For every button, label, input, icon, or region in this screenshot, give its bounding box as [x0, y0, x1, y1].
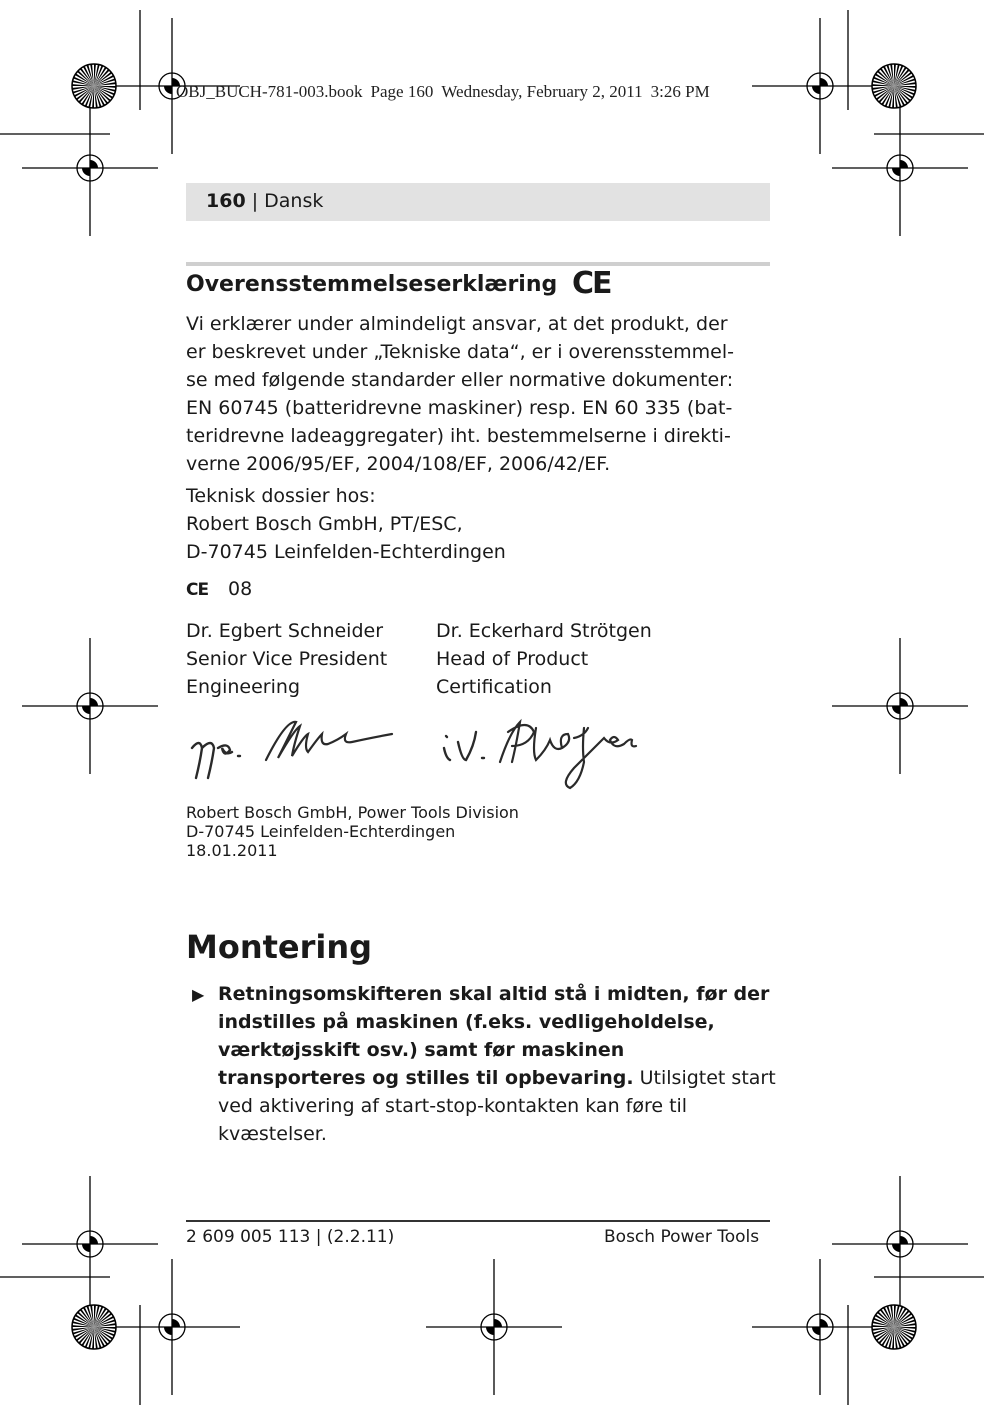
dossier-line: Teknisk dossier hos:: [186, 485, 376, 507]
crosshair-mark: [22, 638, 158, 774]
safety-note-bold: Retningsomskifteren skal altid stå i midten, før der indstilles på maskinen (f.eks. vedligeholdelse, værktøjsskift osv.) samt før maskinen transporteres og stilles til opbevaring.: [218, 983, 770, 1089]
slug-date: Wednesday, February 2, 2011: [441, 82, 643, 101]
signature-left: [186, 712, 426, 782]
section-title: Montering: [186, 928, 373, 966]
safety-note-rest: Utilsigtet start ved aktivering af start-stop-kontakten kan føre til kvæstelser.: [218, 1067, 776, 1145]
crosshair-mark: [832, 638, 968, 774]
crosshair-mark: [22, 1176, 158, 1312]
declaration-line: Vi erklærer under almindeligt ansvar, at det produkt, der: [186, 313, 728, 335]
registration-rosette: [72, 64, 116, 108]
registration-rosette: [872, 64, 916, 108]
slug-file: OBJ_BUCH-781-003.book: [176, 82, 363, 101]
declaration-title: Overensstemmelseserklæring: [186, 272, 558, 297]
footer-rule: [186, 1220, 770, 1222]
declaration-line: er beskrevet under „Tekniske data“, er i overensstemmel-: [186, 341, 734, 363]
signer-left: [186, 617, 387, 701]
issuer-line: Robert Bosch GmbH, Power Tools Division: [186, 803, 519, 822]
declaration-text: [186, 310, 776, 478]
signer-dept: Engineering: [186, 676, 300, 698]
registration-rosette: [872, 1305, 916, 1349]
declaration-line: se med følgende standarder eller normative dokumenter:: [186, 369, 734, 391]
issuer-block: [186, 803, 519, 860]
signer-name: Dr. Eckerhard Strötgen: [436, 620, 652, 642]
crosshair-mark: [104, 1259, 240, 1395]
footer-doc-number: 2 609 005 113 | (2.2.11): [186, 1227, 395, 1247]
slug-page: Page 160: [370, 82, 434, 101]
header-separator: |: [245, 190, 265, 212]
print-slug: [176, 82, 718, 102]
dossier-line: D-70745 Leinfelden-Echterdingen: [186, 541, 506, 563]
signer-title: Head of Product: [436, 648, 589, 670]
slug-time: 3:26 PM: [650, 82, 710, 101]
declaration-line: EN 60745 (batteridrevne maskiner) resp. EN 60 335 (bat-: [186, 397, 733, 419]
signer-dept: Certification: [436, 676, 552, 698]
crosshair-mark: [426, 1259, 562, 1395]
ce-year-mark: CE: [186, 580, 209, 600]
bullet-icon: ▶: [192, 985, 205, 1004]
signature-right: [434, 708, 694, 798]
page-header: [186, 183, 770, 221]
ce-mark: CE: [572, 266, 611, 301]
signer-right: [436, 617, 652, 701]
declaration-line: teridrevne ladeaggregater) iht. bestemmelserne i direkti-: [186, 425, 731, 447]
issuer-line: D-70745 Leinfelden-Echterdingen: [186, 822, 456, 841]
section-rule: [186, 262, 770, 266]
crosshair-mark: [832, 1176, 968, 1312]
issuer-date: 18.01.2011: [186, 841, 278, 860]
crosshair-mark: [752, 1259, 888, 1395]
safety-note: [218, 980, 778, 1148]
crosshair-mark: [22, 100, 158, 236]
crosshair-mark: [832, 100, 968, 236]
page-number: 160: [206, 190, 246, 212]
signer-name: Dr. Egbert Schneider: [186, 620, 384, 642]
footer-brand: Bosch Power Tools: [604, 1227, 760, 1247]
header-language: Dansk: [264, 190, 324, 212]
technical-dossier: [186, 482, 776, 566]
registration-rosette: [72, 1305, 116, 1349]
crosshair-mark: [752, 18, 888, 154]
declaration-line: verne 2006/95/EF, 2004/108/EF, 2006/42/EF.: [186, 453, 611, 475]
signer-title: Senior Vice President: [186, 648, 388, 670]
ce-year: 08: [228, 578, 253, 600]
dossier-line: Robert Bosch GmbH, PT/ESC,: [186, 513, 463, 535]
